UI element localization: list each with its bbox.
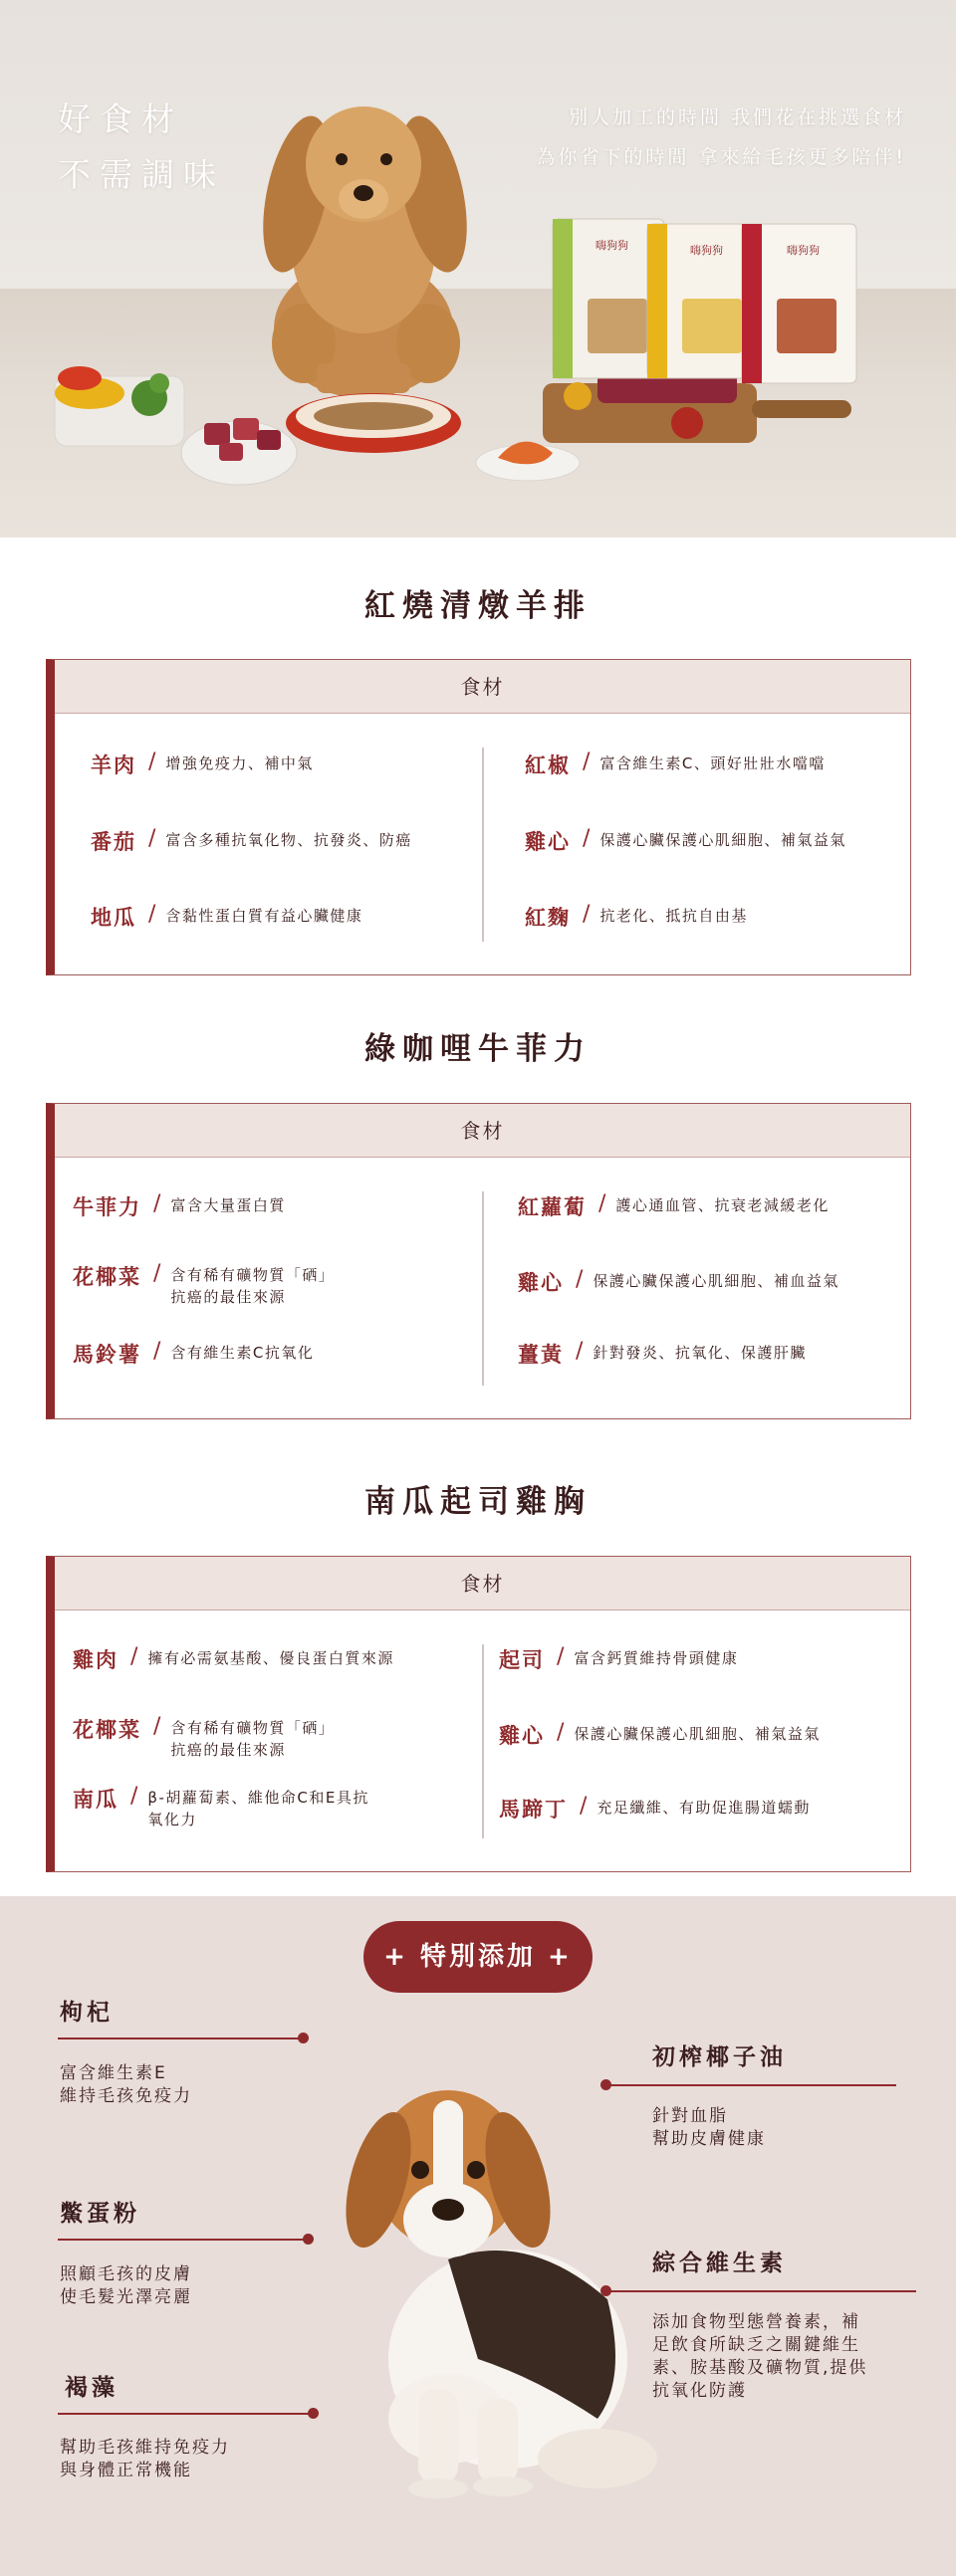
special-item-dot (308, 2408, 319, 2419)
slash-divider: / (153, 1261, 161, 1286)
ingredient-desc: 含有稀有礦物質「硒」 抗癌的最佳來源 (170, 1266, 336, 1306)
special-item-desc: 照顧毛孩的皮膚 使毛髮光澤亮麗 (60, 2264, 192, 2307)
slash-divider: / (583, 750, 591, 774)
column-divider (482, 748, 484, 942)
ingredient-name: 南瓜 (73, 1788, 119, 1812)
hero-tagline (536, 98, 906, 177)
ingredient-item (499, 1794, 811, 1824)
ingredient-desc: 針對發炎、抗氧化、保護肝臟 (593, 1344, 807, 1362)
ingredient-desc: 富含維生素C、頭好壯壯水噹噹 (599, 754, 826, 772)
special-item-desc: 富含維生素E 維持毛孩免疫力 (60, 2063, 192, 2106)
special-item-desc: 針對血脂 幫助皮膚健康 (652, 2106, 766, 2149)
ingredient-desc: 富含大量蛋白質 (170, 1196, 286, 1214)
slash-divider: / (580, 1794, 588, 1819)
special-item-title: 初榨椰子油 (652, 2044, 787, 2070)
hero-tagline-line: 別人加工的時間 我們花在挑選食材 (568, 107, 906, 128)
slash-divider: / (557, 1644, 565, 1669)
ingredient-name: 雞心 (525, 830, 571, 854)
package-label: 嗨狗狗 (596, 239, 628, 252)
special-item-line (607, 2290, 916, 2292)
special-item-title: 褐藻 (65, 2375, 119, 2401)
hero-illustration (0, 0, 956, 537)
column-divider (482, 1191, 484, 1386)
ingredient-name: 花椰菜 (73, 1718, 141, 1742)
column-divider (482, 1644, 484, 1838)
ingredient-item (525, 902, 748, 932)
ingredient-desc: 充足纖維、有助促進腸道蠕動 (597, 1799, 811, 1817)
ingredient-desc: 護心通血管、抗衰老減緩老化 (615, 1196, 830, 1214)
ingredient-name: 紅椒 (525, 753, 571, 777)
ingredient-item (73, 1784, 369, 1830)
special-item-line (58, 2038, 302, 2039)
ingredient-item (525, 826, 846, 856)
beagle-image (299, 2060, 687, 2498)
ingredients-header: 食材 (55, 1557, 910, 1610)
ingredient-item (91, 902, 362, 932)
slash-divider: / (557, 1720, 565, 1745)
ingredient-item (91, 826, 412, 856)
dog-image (251, 107, 479, 398)
ingredient-item (73, 1339, 314, 1369)
ingredient-item (525, 750, 826, 779)
special-item-desc: 幫助毛孩維持免疫力 與身體正常機能 (60, 2438, 230, 2480)
special-additions-badge: + 特別添加 + (363, 1921, 593, 1993)
ingredient-name: 羊肉 (91, 753, 136, 777)
ingredient-desc: 富含多種抗氧化物、抗發炎、防癌 (165, 831, 412, 849)
slash-divider: / (148, 750, 156, 774)
ingredient-name: 馬鈴薯 (73, 1343, 141, 1367)
special-item-title: 鱉蛋粉 (60, 2201, 140, 2227)
ingredient-item (73, 1714, 335, 1761)
special-item-line (58, 2413, 312, 2415)
recipe-title: 綠咖哩牛菲力 (364, 1031, 592, 1067)
ingredient-name: 紅蘿蔔 (518, 1195, 587, 1219)
recipe-title: 南瓜起司雞胸 (364, 1484, 592, 1520)
hero-banner (0, 0, 956, 537)
slash-divider: / (598, 1191, 606, 1216)
slash-divider: / (153, 1339, 161, 1364)
ingredient-name: 紅麴 (525, 906, 571, 930)
ingredient-item (499, 1644, 738, 1674)
ingredient-name: 馬蹄丁 (499, 1798, 568, 1822)
ingredient-name: 花椰菜 (73, 1265, 141, 1289)
ingredients-header: 食材 (55, 1104, 910, 1158)
ingredient-desc: 增強免疫力、補中氣 (165, 754, 314, 772)
ingredient-desc: 含有維生素C抗氧化 (170, 1344, 315, 1362)
ingredient-desc: 含有稀有礦物質「硒」 抗癌的最佳來源 (170, 1719, 336, 1759)
package-label: 嗨狗狗 (690, 244, 723, 257)
hero-slogan-line: 好食材 (58, 100, 183, 138)
ingredient-name: 雞心 (499, 1724, 545, 1748)
slash-divider: / (130, 1784, 138, 1809)
slash-divider: / (148, 902, 156, 927)
ingredient-desc: β-胡蘿蔔素、維他命C和E具抗 氧化力 (147, 1789, 369, 1828)
ingredient-name: 雞心 (518, 1271, 564, 1295)
special-item-title: 枸杞 (60, 2000, 114, 2026)
hero-slogan-line: 不需調味 (58, 155, 225, 194)
ingredient-desc: 抗老化、抵抗自由基 (599, 907, 748, 925)
slash-divider: / (130, 1644, 138, 1669)
hero-tagline-line: 為你省下的時間 拿來給毛孩更多陪伴! (536, 146, 906, 168)
food-packages (553, 219, 856, 383)
special-item-line (607, 2084, 896, 2086)
ingredient-desc: 富含鈣質維持骨頭健康 (574, 1649, 739, 1667)
ingredient-name: 番茄 (91, 830, 136, 854)
ingredient-item (518, 1191, 830, 1221)
special-item-dot (298, 2033, 309, 2043)
ingredients-table (46, 1103, 911, 1419)
slash-divider: / (576, 1339, 584, 1364)
special-item-desc: 添加食物型態營養素，補 足飲食所缺乏之關鍵維生 素、胺基酸及礦物質,提供 抗氧化防護 (652, 2312, 868, 2401)
shrimp-plate (476, 442, 580, 481)
ingredient-item (518, 1267, 839, 1297)
slash-divider: / (583, 826, 591, 851)
slash-divider: / (153, 1714, 161, 1739)
ingredient-name: 牛菲力 (73, 1195, 141, 1219)
ingredient-item (499, 1720, 821, 1750)
special-item-line (58, 2239, 307, 2241)
slash-divider: / (153, 1191, 161, 1216)
ingredient-name: 地瓜 (91, 906, 136, 930)
ingredient-name: 薑黃 (518, 1343, 564, 1367)
food-dish (286, 393, 461, 453)
ingredient-desc: 含黏性蛋白質有益心臟健康 (165, 907, 363, 925)
ingredients-table (46, 659, 911, 975)
ingredient-item (91, 750, 314, 779)
ingredient-item (73, 1191, 286, 1221)
slash-divider: / (148, 826, 156, 851)
hero-slogan (58, 92, 225, 203)
special-item-title: 綜合維生素 (652, 2251, 787, 2276)
ingredient-desc: 擁有必需氨基酸、優良蛋白質來源 (147, 1649, 394, 1667)
ingredient-desc: 保護心臟保護心肌細胞、補氣益氣 (574, 1725, 821, 1743)
ingredient-name: 雞肉 (73, 1648, 119, 1672)
ingredient-desc: 保護心臟保護心肌細胞、補血益氣 (593, 1272, 839, 1290)
special-item-dot (303, 2234, 314, 2245)
recipe-title: 紅燒清燉羊排 (364, 588, 592, 624)
ingredient-item (73, 1644, 394, 1674)
ingredient-name: 起司 (499, 1648, 545, 1672)
ingredient-item (73, 1261, 335, 1308)
vegetable-bowl (55, 366, 184, 446)
meat-bowl (181, 418, 297, 485)
ingredients-table (46, 1556, 911, 1872)
package-label: 嗨狗狗 (787, 244, 820, 257)
slash-divider: / (576, 1267, 584, 1292)
slash-divider: / (583, 902, 591, 927)
ingredient-item (518, 1339, 807, 1369)
ingredient-desc: 保護心臟保護心肌細胞、補氣益氣 (599, 831, 846, 849)
ingredients-header: 食材 (55, 660, 910, 714)
